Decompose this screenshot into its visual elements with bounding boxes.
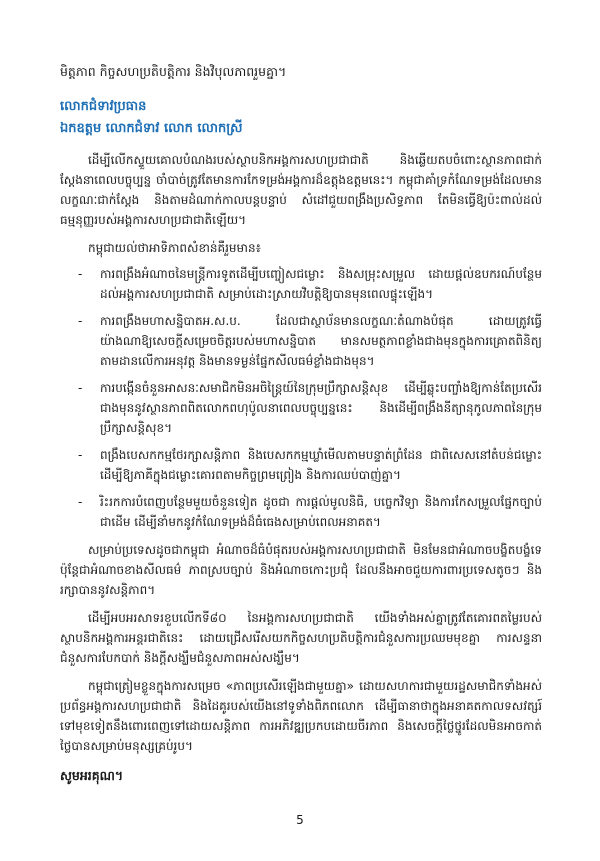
paragraph-80th-anniversary: ដើម្បីអបអរសាទរខួបលើកទី៨០ នៃអង្គការសហប្រជាជាតិ យើងទាំងអស់គ្នាត្រូវតែគោរពតម្លៃរបស់ស្ថាបនិកអង្គការអន្តរជាតិនេះ ដោយជ្រើសរើសយកកិច្ចសហប្រតិបត្តិការជំនួសការប្រឈមមុខគ្នា ការសន្ទនាជំនួសការបែកបាក់ និងក្តីសង្ឃឹមជំនួសភាពអស់សង្ឃឹម។ xyxy=(60,611,542,665)
bullet-dash: - xyxy=(78,267,83,281)
priority-text: ពង្រឹងបេសកកម្មថែរក្សាសន្តិភាព និងបេសកកម្មឃ្លាំមើលតាមបន្ទាត់ព្រំដែន ជាពិសេសនៅតំបន់ជម្លោះ ដើម្បីឱ្យភាគីក្នុងជម្លោះគោរពតាមកិច្ចព្រមព្រៀង និងការឈប់បាញ់គ្នា។ xyxy=(100,448,542,482)
bullet-dash: - xyxy=(78,381,83,395)
bullet-dash: - xyxy=(78,495,83,509)
paragraph-commitment: កម្ពុជាត្រៀមខ្លួនក្នុងការសម្រេច «ភាពប្រសើរឡើងជាមួយគ្នា» ដោយសហការជាមួយរដ្ឋសមាជិកទាំងអស់ ប្រព័ន្ធអង្គការសហប្រជាជាតិ និងដៃគូរបស់យើងនៅទូទាំងពិភពលោក ដើម្បីធានាថាក្នុងអនាគតកាលទសវត្សរ៍ទៅមុខទៀតនឹងពោរពេញទៅដោយសន្តិភាព ការអភិវឌ្ឍប្រកបដោយចីរភាព និងសេចក្តីថ្លៃថ្នូរដែលមិនអាចកាត់ថ្លៃបានសម្រាប់មនុស្សគ្រប់រូប។ xyxy=(60,679,542,753)
salutation-line-2: ឯកឧត្តម លោកជំទាវ លោក លោកស្រី xyxy=(60,121,243,136)
page-number: 5 xyxy=(296,813,304,827)
priority-item xyxy=(60,311,542,371)
paragraph-priorities-lead: កម្ពុជាយល់ថាអាទិភាពសំខាន់គឺរួមមាន៖ xyxy=(88,241,261,255)
priority-text: ការពង្រឹងមហាសន្និបាតអ.ស.ប. ដែលជាស្ថាប័នមានលក្ខណៈតំណាងបំផុត ដោយត្រូវធ្វើយ៉ាងណាឱ្យសេចក្តីសម្រេចចិត្តរបស់មហាសន្និបាត មានសមត្ថភាពខ្លាំងជាងមុនក្នុងការគ្រោតពិនិត្យតាមដានលើការអនុវត្ត និងមានទម្ងន់ផ្នែកសីលធម៌ខ្លាំងជាងមុន។ xyxy=(100,314,542,368)
salutation-line-1: លោកជំទាវប្រធាន xyxy=(60,99,147,114)
priority-list xyxy=(60,264,542,532)
priority-item xyxy=(60,264,542,304)
closing-thanks: សូមអរគុណ។ xyxy=(60,768,124,783)
priority-text: ការបង្កើនចំនួនអាសនៈសមាជិកមិនអចិន្ត្រៃយ៍នៃក្រុមប្រឹក្សាសន្តិសុខ ដើម្បីឆ្លុះបញ្ចាំងឱ្យកាន់តែប្រសើរជាងមុននូវស្ថានភាពពិតលោកពហុប៉ូលនាពេលបច្ចុប្បន្ននេះ និងដើម្បីពង្រឹងនីត្យានុកូលភាពនៃក្រុមប្រឹក្សាសន្តិសុខ។ xyxy=(100,381,542,435)
intro-line: មិត្តភាព កិច្ចសហប្រតិបត្តិការ និងវិបុលភាពរួមគ្នា។ xyxy=(60,64,287,79)
paragraph-reform: ដើម្បីលើកស្ទួយគោលបំណងរបស់ស្ថាបនិកអង្គការសហប្រជាជាតិ និងឆ្លើយតបចំពោះស្ថានភាពជាក់ស្តែងនាពេលបច្ចុប្បន្ន ចាំបាច់ត្រូវតែមានការកែទម្រង់អង្គការដ៏ឧត្តុងឧត្តមនេះ។ កម្ពុជាគាំទ្រកំណែទម្រង់ដែលមានលក្ខណៈជាក់ស្តែង និងតាមដំណាក់កាលបន្តបន្ទាប់ សំដៅជួយពង្រឹងប្រសិទ្ធភាព តែមិនធ្វើឱ្យប៉ះពាល់ដល់ធម្មនុញ្ញរបស់អង្គការសហប្រជាជាតិឡើយ។ xyxy=(60,153,542,227)
bullet-dash: - xyxy=(78,448,83,462)
priority-item xyxy=(60,492,542,532)
priority-text: រិះរកការបំពេញបន្ថែមមួយចំនួនទៀត ដូចជា ការផ្តល់មូលនិធិ, បច្ចេកវិទ្យា និងការកែសម្រួលផ្នែកច្បាប់ជាដើម ដើម្បីនាំមកនូវកំណែទម្រង់ដ៏ធំធេងសម្រាប់ពេលអនាគត។ xyxy=(100,495,542,529)
priority-text: ការពង្រឹងអំណាចនៃមន្ត្រីការទូតដើម្បីបញ្ចៀសជម្លោះ និងសម្រុះសម្រួល ដោយផ្តល់ឧបករណ៍បន្ថែមដល់អង្គការសហប្រជាជាតិ សម្រាប់ដោះស្រាយវិបត្តិឱ្យបានមុនពេលផ្ទុះឡើង។ xyxy=(100,267,542,301)
bullet-dash: - xyxy=(78,314,83,328)
priority-item xyxy=(60,445,542,485)
paragraph-small-states: សម្រាប់ប្រទេសដូចជាកម្ពុជា អំណាចដ៏ធំបំផុតរបស់អង្គការសហប្រជាជាតិ មិនមែនជាអំណាចបង្ខិតបង្ខំទេ ប៉ុន្តែជាអំណាចខាងសីលធម៌ ភាពស្របច្បាប់ និងអំណាចកោះប្រជុំ ដែលនឹងអាចជួយការពារប្រទេសតូចៗ និងរក្សាបាននូវសន្តិភាព។ xyxy=(60,543,542,597)
priority-item xyxy=(60,378,542,438)
